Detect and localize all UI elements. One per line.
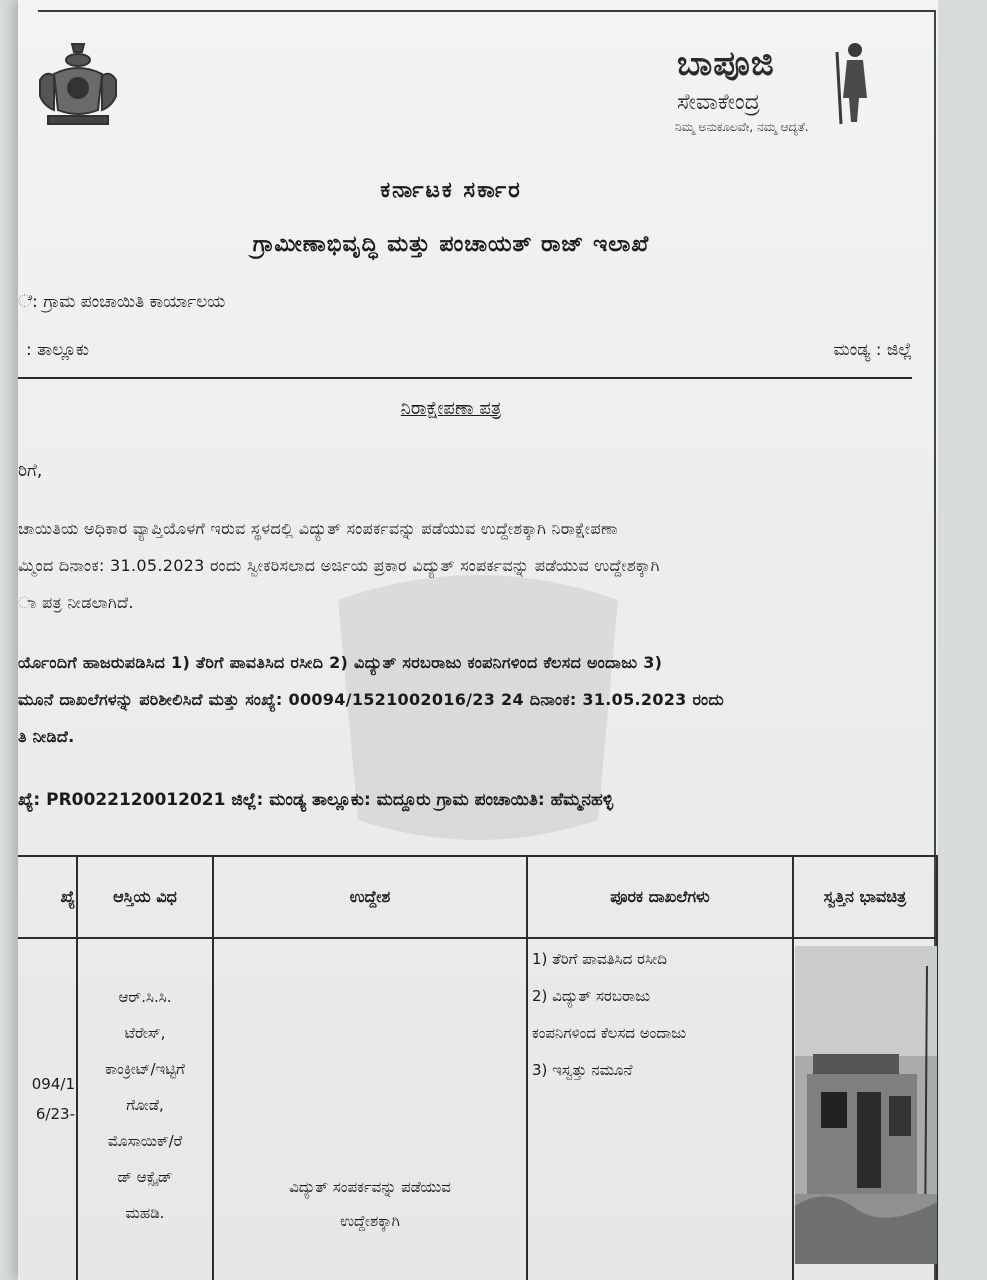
property-line: ಆರ್.ಸಿ.ಸಿ.	[118, 988, 172, 1006]
cell-photo	[793, 938, 937, 1280]
property-line: ಟೆರೇಸ್,	[124, 1024, 166, 1042]
property-line: ಕಾಂಕ್ರೀಟ್/ಇಟ್ಟಿಗೆ	[105, 1060, 185, 1078]
header-photo: ಸ್ವತ್ತಿನ ಭಾವಚಿತ್ರ	[793, 856, 937, 938]
header-number: ಖ್ಯೆ	[18, 856, 77, 938]
government-title: ಕರ್ನಾಟಕ ಸರ್ಕಾರ	[380, 178, 522, 203]
property-line: ಮೊಸಾಯಿಕ್/ರೆ	[107, 1132, 183, 1150]
document-item: ಕಂಪನಿಗಳಿಂದ ಕೆಲಸದ ಅಂದಾಜು	[532, 1024, 687, 1042]
paragraph-1-line-2: ಮ್ಮಿಂದ ದಿನಾಂಕ: 31.05.2023 ರಂದು ಸ್ವೀಕರಿಸಲಾದ ಅರ್ಜಿಯ ಪ್ರಕಾರ ವಿದ್ಯುತ್ ಸಂಪರ್ಕವನ್ನು ಪಡೆಯುವ ಉದ್ದೇಶಕ್ಕಾಗಿ	[18, 556, 660, 575]
purpose-line-1: ವಿದ್ಯುತ್ ಸಂಪರ್ಕವನ್ನು ಪಡೆಯುವ	[289, 1178, 451, 1196]
gandhi-figure-icon	[827, 38, 877, 128]
property-line: ಗೋಡೆ,	[126, 1096, 164, 1114]
property-photo	[795, 946, 937, 1264]
number-line-2: 6/23-	[35, 1105, 75, 1123]
reference-line: ಖ್ಯೆ: PR0022120012021 ಜಿಲ್ಲೆ: ಮಂಡ್ಯ ತಾಲ್ಲೂಕು: ಮದ್ದೂರು ಗ್ರಾಮ ಪಂಚಾಯಿತಿ: ಹೆಮ್ಮನಹಳ್ಳಿ	[18, 790, 614, 810]
subject-heading	[18, 398, 884, 419]
department-title: ಗ್ರಾಮೀಣಾಭಿವೃದ್ಧಿ ಮತ್ತು ಪಂಚಾಯತ್ ರಾಜ್ ಇಲಾಖೆ	[252, 232, 650, 257]
header-documents: ಪೂರಕ ದಾಖಲೆಗಳು	[527, 856, 793, 938]
document-page	[18, 0, 938, 1280]
table-row	[18, 938, 937, 1280]
subject-text: ನಿರಾಕ್ಷೇಪಣಾ ಪತ್ರ	[400, 398, 502, 419]
karnataka-emblem-icon	[32, 40, 124, 132]
top-border	[38, 10, 936, 12]
table-header-row	[18, 856, 937, 938]
paragraph-2-line-1: ರ್ಯೊಂದಿಗೆ ಹಾಜರುಪಡಿಸಿದ 1) ತೆರಿಗೆ ಪಾವತಿಸಿದ ರಸೀದಿ 2) ವಿದ್ಯುತ್ ಸರಬರಾಜು ಕಂಪನಿಗಳಿಂದ ಕೆಲಸದ ಅಂದಾಜು 3)	[18, 653, 663, 672]
paragraph-1	[18, 510, 908, 621]
logo-tagline: ನಿಮ್ಮ ಅನುಕೂಲವೇ, ನಮ್ಮ ಆದ್ಯತೆ.	[675, 120, 809, 134]
header-divider	[18, 377, 912, 379]
paragraph-2-line-2: ಮೂನೆ ದಾಖಲೆಗಳನ್ನು ಪರಿಶೀಲಿಸಿದೆ ಮತ್ತು ಸಂಖ್ಯೆ: 00094/1521002016/23 24 ದಿನಾಂಕ: 31.05.2023 ರಂದು	[18, 690, 725, 709]
property-table	[18, 855, 938, 1280]
cell-property-type	[77, 938, 213, 1280]
paragraph-2-line-3: ತಿ ನೀಡಿದೆ.	[18, 727, 75, 746]
cell-number	[18, 938, 77, 1280]
taluk-line: : ತಾಲ್ಲೂಕು	[26, 340, 90, 360]
purpose-line-2: ಉದ್ದೇಶಕ್ಕಾಗಿ	[340, 1212, 400, 1230]
bapuji-sevakendra-logo	[673, 38, 883, 148]
cell-documents	[527, 938, 793, 1280]
district-line: ಮಂಡ್ಯ : ಜಿಲ್ಲೆ	[833, 340, 912, 360]
house-photo-icon	[795, 946, 937, 1264]
paragraph-1-line-3: ಾ ಪತ್ರ ನೀಡಲಾಗಿದೆ.	[18, 593, 134, 612]
number-line-1: 094/1	[31, 1075, 75, 1093]
office-line: ೆ: ಗ್ರಾಮ ಪಂಚಾಯಿತಿ ಕಾರ್ಯಾಲಯ	[18, 292, 226, 312]
cell-purpose	[213, 938, 527, 1280]
property-line: ಡ್ ಆಕ್ಸೈಡ್	[117, 1168, 173, 1186]
logo-title: ಬಾಪೂಜಿ	[677, 44, 775, 84]
document-item: 2) ವಿದ್ಯುತ್ ಸರಬರಾಜು	[532, 987, 651, 1005]
document-item: 3) ಇಸ್ವತ್ತು ನಮೂನೆ	[532, 1061, 633, 1079]
header-purpose: ಉದ್ದೇಶ	[213, 856, 527, 938]
logo-subtitle: ಸೇವಾಕೇಂದ್ರ	[677, 90, 760, 115]
paragraph-2	[18, 644, 908, 755]
paragraph-1-line-1: ಚಾಯಿತಿಯ ಅಧಿಕಾರ ವ್ಯಾಪ್ತಿಯೊಳಗೆ ಇರುವ ಸ್ಥಳದಲ್ಲಿ ವಿದ್ಯುತ್ ಸಂಪರ್ಕವನ್ನು ಪಡೆಯುವ ಉದ್ದೇಶಕ್ಕಾಗಿ ನಿರಾಕ್ಷೇಪಣಾ	[18, 519, 618, 538]
addressee: ರಿಗೆ,	[18, 461, 43, 481]
header-property-type: ಆಸ್ತಿಯ ವಿಧ	[77, 856, 213, 938]
document-item: 1) ತೆರಿಗೆ ಪಾವತಿಸಿದ ರಸೀದಿ	[532, 950, 667, 968]
property-line: ಮಹಡಿ.	[125, 1204, 165, 1222]
